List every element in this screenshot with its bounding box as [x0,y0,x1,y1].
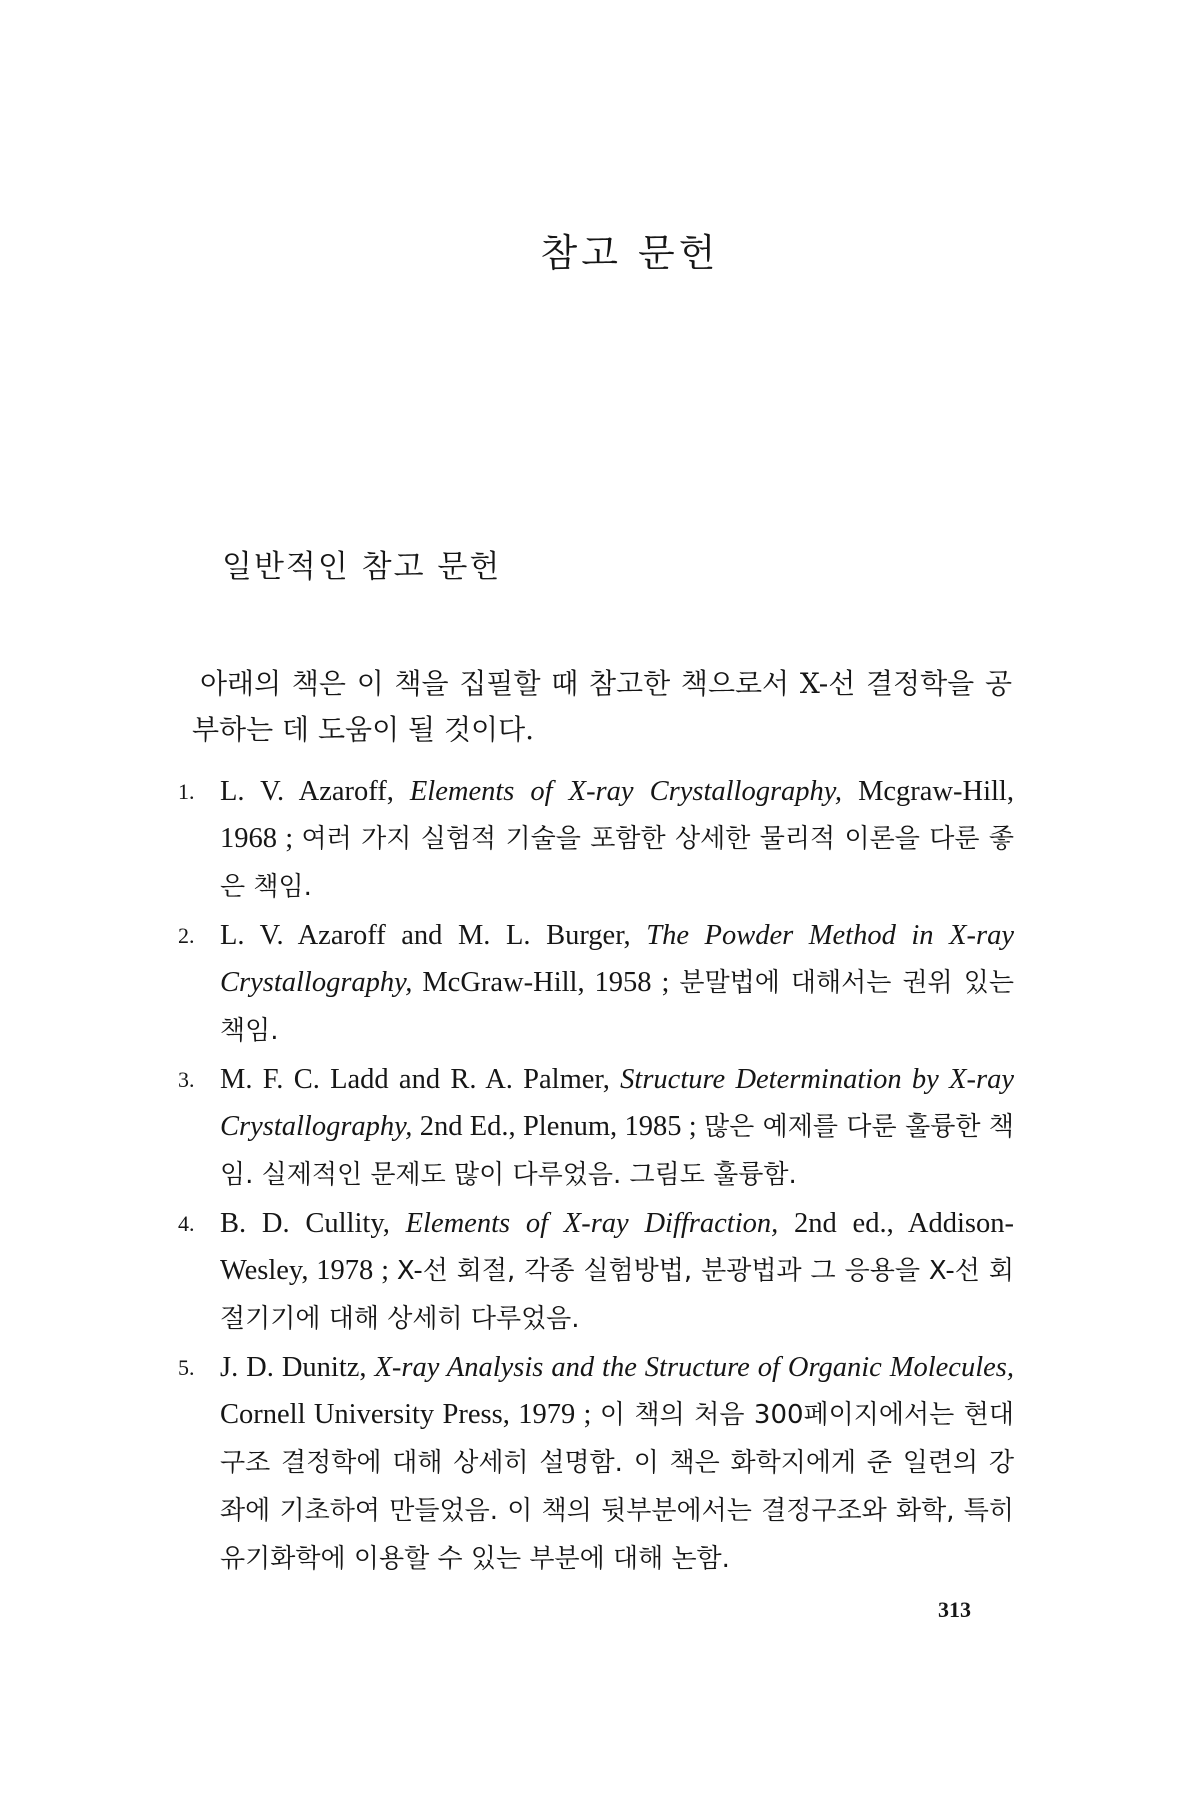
reference-note: 이 책의 처음 300페이지에서는 현대 구조 결정학에 대해 상세히 설명함. 이 책은 화학지에게 준 일련의 강좌에 기초하여 만들었음. 이 책의 뒷부분에서는 결정구조와 화학, 특히 유기화학에 이용할 수 있는 부분에 대해 논함. [220,1400,1014,1574]
reference-title: X-ray Analysis and the Structure of Organic Molecules, [374,1352,1014,1383]
reference-note: 여러 가지 실험적 기술을 포함한 상세한 물리적 이론을 다룬 좋은 책임. [220,824,1014,902]
reference-number: 1. [178,779,195,804]
reference-publisher: 2nd Ed., Plenum, 1985 ; [412,1111,704,1142]
reference-body [220,1344,1014,1583]
reference-authors: J. D. Dunitz, [220,1352,375,1383]
reference-item [178,912,1014,1055]
reference-authors: B. D. Cullity, [220,1208,406,1239]
reference-publisher: McGraw-Hill, 1958 ; [412,967,680,998]
reference-body [220,1056,1014,1199]
section-heading: 일반적인 참고 문헌 [222,549,502,585]
reference-note: 분말법에 대해서는 권위 있는 책임. [220,968,1014,1046]
reference-title: Elements of X-ray Crystallography, [409,776,842,807]
reference-number: 4. [178,1211,195,1236]
reference-item [178,768,1014,911]
intro-paragraph: 아래의 책은 이 책을 집필할 때 참고한 책으로서 X-선 결정학을 공부하는 데 도움이 될 것이다. [192,667,1012,746]
page-number: 313 [938,1597,971,1622]
reference-title: Elements of X-ray Diffraction, [405,1208,779,1239]
reference-publisher: Cornell University Press, 1979 ; [220,1399,600,1430]
reference-authors: M. F. C. Ladd and R. A. Palmer, [220,1064,621,1095]
reference-body [220,1200,1014,1343]
reference-item [178,1200,1014,1343]
reference-title: Structure Determination by X-ray Crystallography, [220,1064,1014,1142]
reference-publisher: 2nd ed., Addison-Wesley, 1978 ; [220,1208,1014,1286]
reference-number: 5. [178,1355,195,1380]
reference-item [178,1344,1014,1583]
reference-body [220,912,1014,1055]
reference-authors: L. V. Azaroff and M. L. Burger, [220,920,647,951]
reference-authors: L. V. Azaroff, [220,776,410,807]
page-title: 참고 문헌 [540,231,720,275]
reference-publisher: Mcgraw-Hill, 1968 ; [220,776,1014,854]
reference-list [178,768,1014,1584]
reference-item [178,1056,1014,1199]
reference-number: 3. [178,1067,195,1092]
reference-note: X-선 회절, 각종 실험방법, 분광법과 그 응용을 X-선 회절기기에 대해 상세히 다루었음. [220,1256,1014,1334]
reference-body [220,768,1014,911]
reference-note: 많은 예제를 다룬 훌륭한 책임. 실제적인 문제도 많이 다루었음. 그림도 훌륭함. [220,1112,1014,1190]
reference-number: 2. [178,923,195,948]
reference-title: The Powder Method in X-ray Crystallography, [220,920,1015,998]
